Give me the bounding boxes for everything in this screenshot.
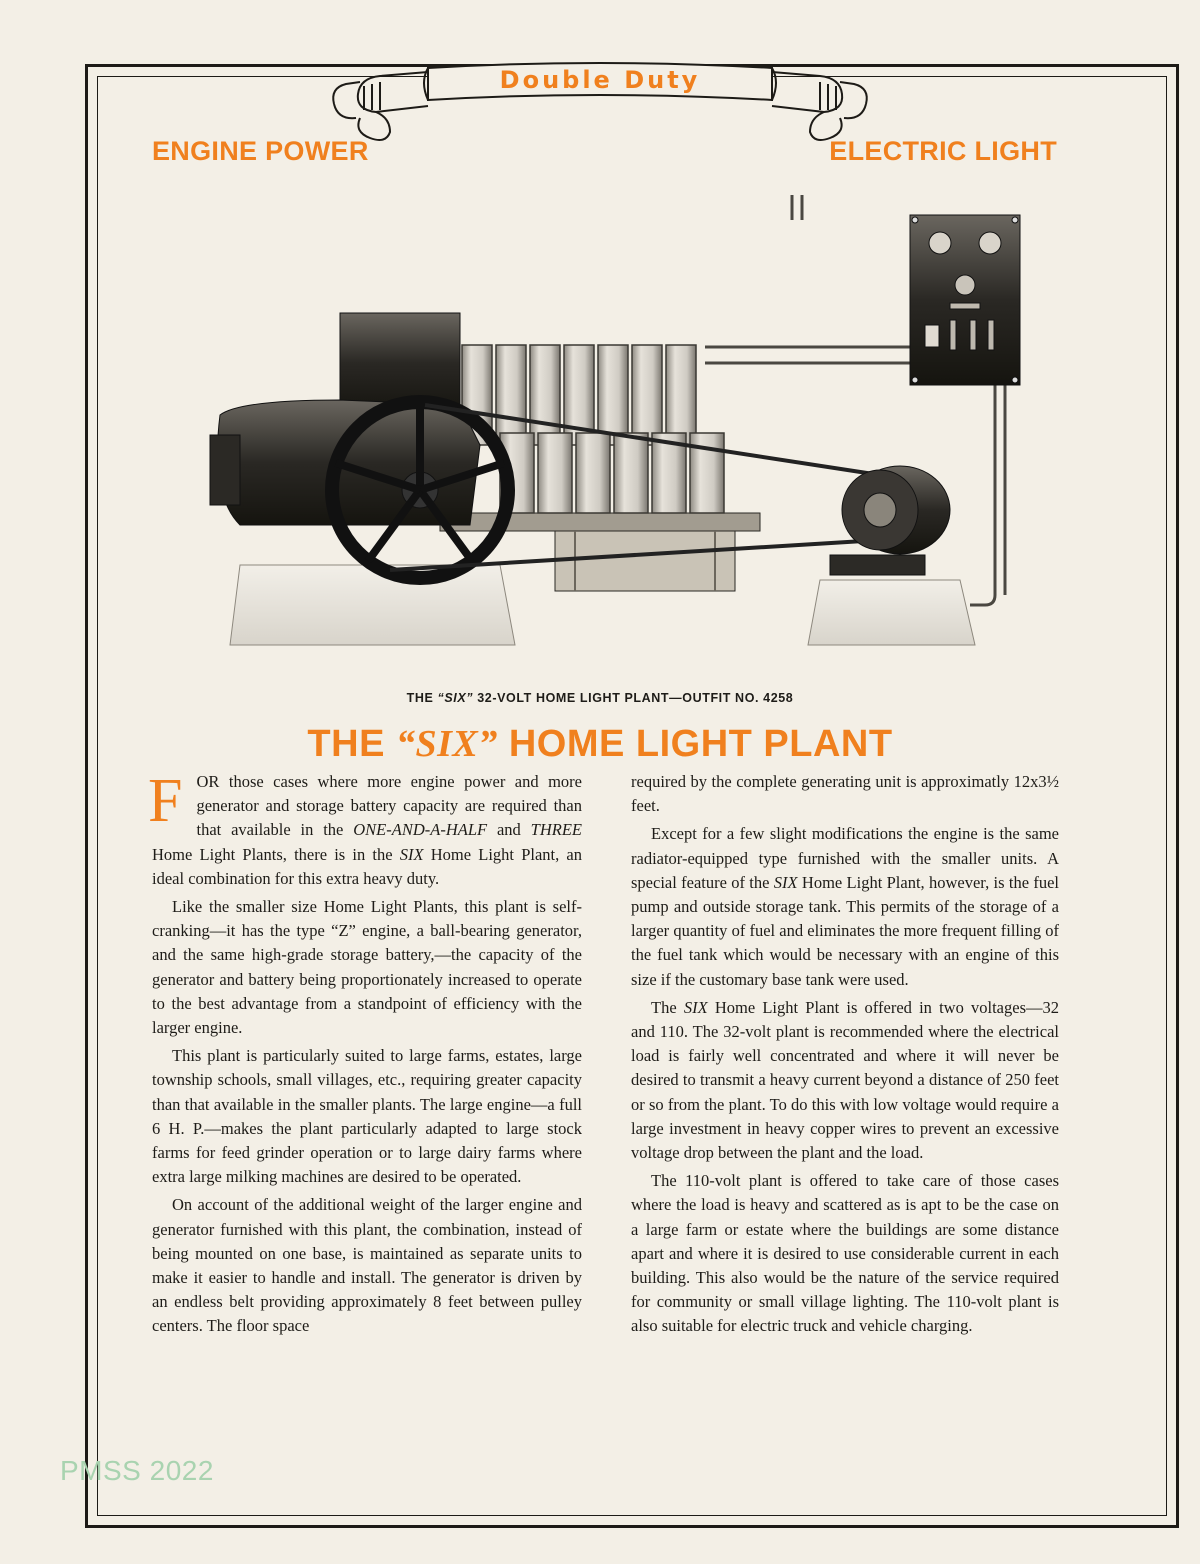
left-paragraph-2: Like the smaller size Home Light Plants, this plant is self-cranking—it has the type “Z” engine, a ball-bearing generator, and the same high-grade storage battery,—the capacity of the generator and battery being proportionately increased to operate to the best advantage from a standpoint of efficiency with the larger engine. — [152, 897, 582, 1038]
electric-light-label: ELECTRIC LIGHT — [829, 136, 1057, 166]
text-run: The — [651, 997, 684, 1017]
right-paragraph-3 — [631, 996, 1059, 1165]
text-run: Except for a few slight modifications the engine is the same radiator-equipped type furnished with the smaller units. A special feature of the — [631, 824, 1059, 892]
left-paragraph-1 — [148, 767, 583, 891]
body-column-right — [631, 770, 1059, 1343]
italic-run: SIX — [683, 997, 708, 1017]
left-paragraph-3: This plant is particularly suited to large farms, estates, large township schools, small villages, etc., requiring greater capacity than that available in the smaller plants. The large engine—a full 6 H. P.—makes the plant particularly adapted to large stock farms for feed grinder operation or to large dairy farms where extra large milking machines are desired to be operated. — [152, 1046, 582, 1187]
text-run: and — [487, 820, 531, 840]
text-run: OR those cases where more engine power and more generator and storage battery capacity are required than that available in the — [196, 772, 582, 840]
headline-em: “SIX” — [395, 723, 498, 765]
body-column-left — [148, 767, 583, 1343]
scroll-banner — [320, 48, 880, 148]
right-paragraph-1: required by the complete generating unit is approximatly 12x3½ feet. — [631, 772, 1059, 816]
text-run: Home Light Plants, there is in the — [152, 844, 400, 864]
caption-pre: THE — [406, 691, 438, 705]
caption-em: “SIX” — [437, 691, 474, 705]
italic-run: THREE — [530, 820, 583, 840]
page-headline — [0, 722, 1200, 766]
italic-run: ONE-AND-A-HALF — [353, 820, 488, 840]
home-light-plant-illustration — [180, 195, 1040, 665]
caption-post: 32-VOLT HOME LIGHT PLANT—OUTFIT NO. 4258 — [473, 691, 794, 705]
italic-run: SIX — [773, 872, 798, 892]
text-run: Home Light Plant, however, is the fuel pump and outside storage tank. This permits of the storage of a larger quantity of fuel and eliminates the more frequent filling of the fuel tank which would be necessary with an engine of this size if the customary base tank were used. — [631, 872, 1059, 989]
text-run: Home Light Plant is offered in two voltages—32 and 110. The 32-volt plant is recommended where the electrical load is fairly well concentrated and where it will never be desired to transmit a heavy current beyond a distance of 250 feet or so from the plant. To do this with low voltage would require a large investment in heavy copper wires to prevent an excessive voltage drop between the plant and the load. — [631, 997, 1060, 1163]
drop-cap: F — [148, 767, 183, 835]
banner-title: Double Duty — [499, 66, 701, 94]
right-paragraph-4: The 110-volt plant is offered to take care of those cases where the load is heavy and scattered as is apt to be the case on a large farm or estate where the buildings are some distance apart and where it is desired to use considerable current in each building. This also would be the nature of the service required for community or small village lighting. The 110-volt plant is also suitable for electric truck and vehicle charging. — [631, 1171, 1059, 1336]
right-paragraph-2 — [631, 822, 1059, 991]
headline-post: HOME LIGHT PLANT — [497, 723, 893, 765]
italic-run: SIX — [399, 844, 424, 864]
illustration-caption — [0, 691, 1200, 705]
headline-pre: THE — [307, 723, 396, 765]
left-paragraph-4: On account of the additional weight of the larger engine and generator furnished with this plant, the combination, instead of being mounted on one base, is maintained as separate units to make it easier to handle and install. The generator is driven by an endless belt providing approximately 8 feet between pulley centers. The floor space — [152, 1195, 582, 1336]
engine-power-label: ENGINE POWER — [152, 136, 369, 166]
watermark: PMSS 2022 — [60, 1455, 214, 1486]
text-run: Home Light Plant, an ideal combination for this extra heavy duty. — [152, 844, 582, 888]
